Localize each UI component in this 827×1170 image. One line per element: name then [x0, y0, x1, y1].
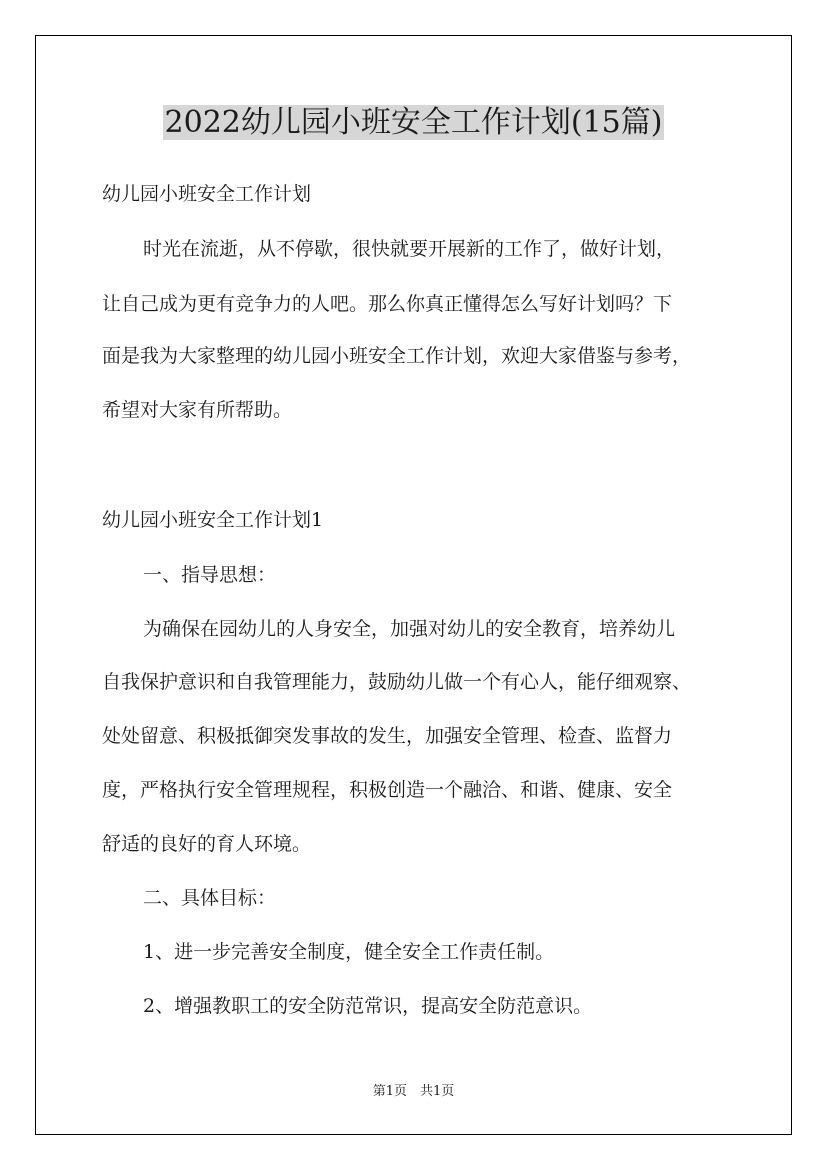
- intro-line: 时光在流逝，从不停歇，很快就要开展新的工作了，做好计划，: [143, 238, 676, 260]
- paragraph-line: 舒适的良好的育人环境。: [102, 833, 312, 855]
- paragraph-line: 为确保在园幼儿的人身安全，加强对幼儿的安全教育，培养幼儿: [143, 618, 676, 640]
- document-subtitle: 幼儿园小班安全工作计划: [102, 183, 312, 205]
- goal-item: 2、增强教职工的安全防范常识，提高安全防范意识。: [143, 995, 593, 1017]
- page-number-footer: 第1页 共1页: [372, 1084, 455, 1099]
- document-title: [0, 103, 827, 143]
- section-heading: 幼儿园小班安全工作计划1: [102, 509, 324, 531]
- intro-line: 面是我为大家整理的幼儿园小班安全工作计划，欢迎大家借鉴与参考，: [102, 345, 692, 367]
- paragraph-line: 处处留意、积极抵御突发事故的发生，加强安全管理、检查、监督力: [102, 725, 673, 747]
- intro-line: 希望对大家有所帮助。: [102, 399, 293, 421]
- part1-heading: 一、指导思想：: [143, 564, 277, 586]
- part2-heading: 二、具体目标：: [143, 887, 277, 909]
- paragraph-line: 度，严格执行安全管理规程，积极创造一个融洽、和谐、健康、安全: [102, 779, 673, 801]
- intro-line: 让自己成为更有竞争力的人吧。那么你真正懂得怎么写好计划吗？下: [102, 293, 673, 315]
- goal-item: 1、进一步完善安全制度，健全安全工作责任制。: [143, 941, 555, 963]
- paragraph-line: 自我保护意识和自我管理能力，鼓励幼儿做一个有心人，能仔细观察、: [102, 671, 692, 693]
- document-title-text: 2022幼儿园小班安全工作计划(15篇): [164, 105, 663, 140]
